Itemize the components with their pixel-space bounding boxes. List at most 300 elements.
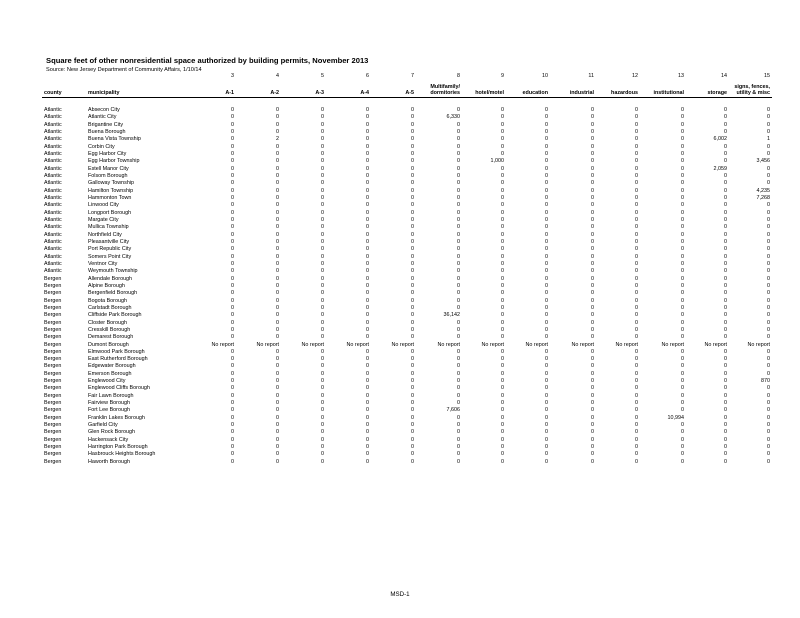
value-cell: 0	[321, 414, 324, 421]
county-cell: Bergen	[44, 326, 62, 333]
value-cell: 0	[366, 253, 369, 260]
value-cell: 0	[591, 444, 594, 451]
value-cell: 0	[321, 429, 324, 436]
county-cell: Bergen	[44, 414, 62, 421]
county-cell: Atlantic	[44, 238, 62, 245]
table-row	[42, 290, 772, 297]
value-cell: 0	[276, 378, 279, 385]
county-cell: Atlantic	[44, 150, 62, 157]
value-cell: 0	[457, 304, 460, 311]
county-cell: Bergen	[44, 356, 62, 363]
value-cell: 0	[321, 436, 324, 443]
value-cell: 0	[231, 370, 234, 377]
municipality-cell: Dumont Borough	[88, 341, 129, 348]
value-cell: 0	[681, 304, 684, 311]
value-cell: 0	[276, 282, 279, 289]
table-row	[42, 232, 772, 239]
column-header-line1: signs, fences,	[734, 83, 770, 90]
value-cell: 0	[591, 180, 594, 187]
value-cell: 0	[366, 194, 369, 201]
value-cell: 0	[411, 400, 414, 407]
column-header-line2: utility & misc	[736, 90, 770, 97]
value-cell: 0	[366, 348, 369, 355]
municipality-cell: Northfield City	[88, 231, 122, 238]
municipality-cell: Absecon City	[88, 107, 120, 113]
value-cell: 0	[545, 136, 548, 143]
table-row	[42, 283, 772, 290]
value-cell: 0	[591, 429, 594, 436]
value-cell: 0	[724, 451, 727, 458]
column-header	[326, 81, 371, 98]
value-cell: 0	[321, 370, 324, 377]
value-cell: 0	[366, 334, 369, 341]
value-cell: 0	[457, 202, 460, 209]
value-cell: 0	[366, 121, 369, 128]
value-cell: 0	[276, 238, 279, 245]
county-cell: Atlantic	[44, 246, 62, 253]
county-cell: Atlantic	[44, 136, 62, 143]
value-cell: 0	[681, 436, 684, 443]
page-footer: MSD-1	[390, 591, 410, 598]
value-cell: 0	[321, 260, 324, 267]
value-cell: 0	[366, 246, 369, 253]
value-cell: 0	[231, 187, 234, 194]
value-cell: 0	[457, 297, 460, 304]
value-cell: 0	[724, 128, 727, 135]
value-cell: 0	[321, 216, 324, 223]
value-cell: 0	[457, 150, 460, 157]
value-cell: 0	[366, 451, 369, 458]
value-cell: 0	[681, 290, 684, 297]
value-cell: 10,994	[667, 414, 684, 421]
value-cell: 0	[457, 216, 460, 223]
value-cell: 0	[366, 114, 369, 121]
value-cell: 0	[545, 180, 548, 187]
municipality-cell: Haworth Borough	[88, 458, 130, 465]
value-cell: 0	[501, 319, 504, 326]
value-cell: 0	[501, 348, 504, 355]
column-header	[236, 81, 281, 98]
value-cell: 0	[767, 319, 770, 326]
value-cell: 0	[591, 238, 594, 245]
value-cell: 0	[767, 304, 770, 311]
value-cell: 0	[231, 253, 234, 260]
column-number: 12	[632, 72, 638, 79]
value-cell: 0	[591, 253, 594, 260]
value-cell: 0	[724, 297, 727, 304]
value-cell: 0	[501, 194, 504, 201]
table-row	[42, 122, 772, 129]
value-cell: 0	[767, 297, 770, 304]
value-cell: 0	[635, 297, 638, 304]
county-cell: Bergen	[44, 378, 62, 385]
column-header-line2: hazardous	[611, 90, 638, 97]
value-cell: 0	[767, 422, 770, 429]
value-cell: 0	[411, 231, 414, 238]
value-cell: 0	[321, 209, 324, 216]
table-row	[42, 451, 772, 458]
value-cell: 0	[545, 414, 548, 421]
table-row	[42, 166, 772, 173]
value-cell: 0	[591, 348, 594, 355]
value-cell: 0	[501, 172, 504, 179]
county-cell: Bergen	[44, 392, 62, 399]
value-cell: 0	[724, 356, 727, 363]
value-cell: 0	[591, 260, 594, 267]
value-cell: 0	[231, 260, 234, 267]
value-cell: 0	[321, 268, 324, 275]
municipality-cell: Garfield City	[88, 422, 118, 429]
value-cell: 0	[724, 385, 727, 392]
value-cell: 0	[321, 378, 324, 385]
municipality-cell: Closter Borough	[88, 319, 127, 326]
value-cell: 0	[591, 326, 594, 333]
value-cell: 0	[767, 363, 770, 370]
value-cell: 0	[457, 121, 460, 128]
value-cell: 0	[724, 275, 727, 282]
value-cell: 6,330	[446, 114, 460, 121]
value-cell: 0	[724, 414, 727, 421]
value-cell: 0	[635, 224, 638, 231]
value-cell: 0	[635, 187, 638, 194]
value-cell: 0	[276, 422, 279, 429]
county-cell: Atlantic	[44, 121, 62, 128]
value-cell: 0	[276, 180, 279, 187]
column-header	[194, 81, 236, 98]
column-header-line2: industrial	[569, 90, 594, 97]
value-cell: 0	[635, 231, 638, 238]
value-cell: 0	[724, 319, 727, 326]
county-cell: Atlantic	[44, 253, 62, 260]
value-cell: 0	[411, 158, 414, 165]
value-cell: 0	[411, 136, 414, 143]
value-cell: 0	[411, 275, 414, 282]
value-cell: 0	[411, 407, 414, 414]
value-cell: 0	[681, 143, 684, 150]
table-row	[42, 342, 772, 349]
value-cell: 0	[681, 202, 684, 209]
value-cell: 0	[635, 216, 638, 223]
value-cell: 0	[366, 231, 369, 238]
value-cell: 0	[501, 180, 504, 187]
column-header-line2: A-1	[225, 90, 234, 97]
value-cell: No report	[747, 341, 770, 348]
value-cell: 0	[545, 121, 548, 128]
value-cell: 0	[411, 209, 414, 216]
value-cell: 0	[276, 107, 279, 113]
value-cell: 0	[724, 458, 727, 465]
value-cell: 0	[591, 290, 594, 297]
value-cell: 0	[457, 392, 460, 399]
value-cell: 0	[635, 282, 638, 289]
value-cell: 0	[591, 209, 594, 216]
value-cell: 0	[457, 180, 460, 187]
value-cell: 0	[635, 107, 638, 113]
value-cell: 0	[545, 392, 548, 399]
spacer-row	[42, 98, 772, 108]
value-cell: 0	[591, 312, 594, 319]
county-cell: Bergen	[44, 341, 62, 348]
value-cell: 0	[501, 414, 504, 421]
table-row	[42, 415, 772, 422]
value-cell: 0	[457, 158, 460, 165]
value-cell: 0	[321, 231, 324, 238]
value-cell: 0	[321, 246, 324, 253]
value-cell: 0	[681, 246, 684, 253]
table-row	[42, 217, 772, 224]
value-cell: 0	[457, 209, 460, 216]
value-cell: 0	[681, 231, 684, 238]
table-row	[42, 444, 772, 451]
table-row	[42, 195, 772, 202]
value-cell: 0	[767, 407, 770, 414]
value-cell: 0	[545, 444, 548, 451]
value-cell: No report	[525, 341, 548, 348]
value-cell: 0	[411, 392, 414, 399]
value-cell: 0	[231, 246, 234, 253]
value-cell: 0	[767, 209, 770, 216]
municipality-cell: Galloway Township	[88, 180, 135, 187]
value-cell: 0	[457, 436, 460, 443]
header-row	[42, 81, 772, 98]
value-cell: 0	[545, 268, 548, 275]
value-cell: 0	[231, 363, 234, 370]
value-cell: 0	[767, 172, 770, 179]
value-cell: 0	[457, 128, 460, 135]
value-cell: No report	[211, 341, 234, 348]
value-cell: 0	[457, 187, 460, 194]
value-cell: 0	[366, 158, 369, 165]
value-cell: 4,235	[756, 187, 770, 194]
value-cell: 0	[276, 275, 279, 282]
value-cell: 0	[591, 282, 594, 289]
table-row	[42, 429, 772, 436]
value-cell: 0	[276, 158, 279, 165]
value-cell: 0	[635, 458, 638, 465]
column-number: 9	[501, 72, 504, 79]
value-cell: 0	[501, 356, 504, 363]
value-cell: 0	[366, 224, 369, 231]
value-cell: 0	[681, 150, 684, 157]
county-cell: Bergen	[44, 407, 62, 414]
value-cell: 0	[681, 348, 684, 355]
value-cell: 0	[276, 312, 279, 319]
value-cell: 0	[366, 378, 369, 385]
value-cell: 0	[767, 290, 770, 297]
value-cell: 0	[501, 187, 504, 194]
county-header: county	[42, 81, 86, 98]
municipality-cell: Harrington Park Borough	[88, 444, 148, 451]
column-header-line2: A-5	[405, 90, 414, 97]
value-cell: 0	[545, 385, 548, 392]
value-cell: 0	[635, 392, 638, 399]
column-header-line2: hotel/motel	[475, 90, 504, 97]
county-cell: Atlantic	[44, 180, 62, 187]
value-cell: 0	[767, 165, 770, 172]
value-cell: 0	[366, 458, 369, 465]
value-cell: 0	[591, 268, 594, 275]
county-cell: Atlantic	[44, 143, 62, 150]
value-cell: 0	[366, 202, 369, 209]
value-cell: 0	[681, 121, 684, 128]
value-cell: 0	[767, 444, 770, 451]
value-cell: 0	[457, 400, 460, 407]
value-cell: 0	[321, 128, 324, 135]
value-cell: 0	[545, 348, 548, 355]
value-cell: 0	[231, 319, 234, 326]
column-number-row	[42, 72, 772, 81]
value-cell: 0	[366, 275, 369, 282]
municipality-cell: Alpine Borough	[88, 282, 125, 289]
column-number: 8	[457, 72, 460, 79]
municipality-cell: Hasbrouck Heights Borough	[88, 451, 156, 458]
value-cell: 0	[635, 275, 638, 282]
county-cell: Bergen	[44, 444, 62, 451]
value-cell: 0	[591, 400, 594, 407]
value-cell: 0	[457, 451, 460, 458]
value-cell: 0	[457, 422, 460, 429]
value-cell: 0	[411, 187, 414, 194]
value-cell: 0	[681, 114, 684, 121]
value-cell: 0	[591, 224, 594, 231]
value-cell: 0	[635, 128, 638, 135]
page-title: Square feet of other nonresidential space authorized by building permits, November 2013	[46, 56, 369, 65]
municipality-cell: Ventnor City	[88, 260, 118, 267]
value-cell: 0	[321, 304, 324, 311]
value-cell: 0	[411, 356, 414, 363]
value-cell: 0	[321, 282, 324, 289]
value-cell: 0	[591, 231, 594, 238]
value-cell: 0	[276, 202, 279, 209]
value-cell: 0	[321, 290, 324, 297]
value-cell: 0	[501, 107, 504, 113]
value-cell: 0	[635, 400, 638, 407]
value-cell: 0	[366, 444, 369, 451]
value-cell: 0	[276, 297, 279, 304]
value-cell: 0	[635, 378, 638, 385]
table-body	[42, 72, 772, 466]
value-cell: 0	[366, 143, 369, 150]
value-cell: 0	[724, 304, 727, 311]
value-cell: 0	[411, 312, 414, 319]
value-cell: No report	[571, 341, 594, 348]
value-cell: 0	[366, 238, 369, 245]
value-cell: 0	[591, 172, 594, 179]
value-cell: 0	[767, 392, 770, 399]
value-cell: 0	[457, 334, 460, 341]
value-cell: 0	[411, 363, 414, 370]
value-cell: 0	[276, 451, 279, 458]
column-number: 4	[276, 72, 279, 79]
value-cell: 0	[681, 429, 684, 436]
value-cell: 0	[457, 370, 460, 377]
value-cell: 0	[411, 297, 414, 304]
table-row	[42, 268, 772, 275]
value-cell: 0	[501, 143, 504, 150]
county-cell: Bergen	[44, 429, 62, 436]
county-cell: Bergen	[44, 312, 62, 319]
value-cell: 0	[767, 356, 770, 363]
table-row	[42, 422, 772, 429]
value-cell: 870	[761, 378, 770, 385]
county-cell: Atlantic	[44, 128, 62, 135]
value-cell: 0	[591, 414, 594, 421]
value-cell: 0	[231, 216, 234, 223]
value-cell: 0	[321, 224, 324, 231]
value-cell: 0	[591, 121, 594, 128]
value-cell: 0	[724, 194, 727, 201]
table-row	[42, 246, 772, 253]
value-cell: 0	[635, 290, 638, 297]
value-cell: 0	[411, 268, 414, 275]
value-cell: 0	[767, 128, 770, 135]
table-row	[42, 385, 772, 392]
value-cell: 0	[457, 363, 460, 370]
value-cell: 0	[457, 319, 460, 326]
municipality-cell: Mullica Township	[88, 224, 129, 231]
value-cell: 0	[545, 231, 548, 238]
value-cell: 0	[767, 429, 770, 436]
table-row	[42, 114, 772, 121]
value-cell: 0	[591, 363, 594, 370]
column-header-line2: A-3	[315, 90, 324, 97]
value-cell: 0	[457, 143, 460, 150]
value-cell: 0	[276, 246, 279, 253]
value-cell: 0	[501, 275, 504, 282]
value-cell: 0	[457, 194, 460, 201]
table-row	[42, 437, 772, 444]
value-cell: 0	[591, 436, 594, 443]
value-cell: 0	[501, 231, 504, 238]
value-cell: 0	[366, 136, 369, 143]
county-cell: Bergen	[44, 385, 62, 392]
value-cell: 0	[635, 334, 638, 341]
value-cell: No report	[481, 341, 504, 348]
value-cell: 0	[635, 326, 638, 333]
value-cell: 0	[681, 356, 684, 363]
value-cell: 0	[411, 282, 414, 289]
value-cell: 0	[321, 121, 324, 128]
value-cell: 0	[501, 290, 504, 297]
value-cell: 0	[635, 370, 638, 377]
value-cell: 0	[724, 334, 727, 341]
value-cell: 0	[457, 165, 460, 172]
value-cell: 0	[767, 143, 770, 150]
value-cell: 0	[681, 194, 684, 201]
value-cell: 0	[276, 363, 279, 370]
value-cell: 0	[545, 334, 548, 341]
value-cell: 0	[767, 334, 770, 341]
value-cell: 0	[591, 370, 594, 377]
value-cell: 0	[411, 458, 414, 465]
table-row	[42, 188, 772, 195]
municipality-cell: Carlstadt Borough	[88, 304, 132, 311]
value-cell: 0	[635, 121, 638, 128]
value-cell: 0	[635, 451, 638, 458]
county-cell: Bergen	[44, 334, 62, 341]
value-cell: 0	[231, 282, 234, 289]
value-cell: 0	[231, 231, 234, 238]
column-number: 14	[721, 72, 727, 79]
value-cell: 0	[231, 407, 234, 414]
value-cell: 0	[681, 187, 684, 194]
value-cell: No report	[704, 341, 727, 348]
value-cell: 0	[321, 158, 324, 165]
county-cell: Atlantic	[44, 202, 62, 209]
value-cell: 0	[724, 187, 727, 194]
value-cell: 0	[545, 246, 548, 253]
value-cell: 0	[321, 385, 324, 392]
